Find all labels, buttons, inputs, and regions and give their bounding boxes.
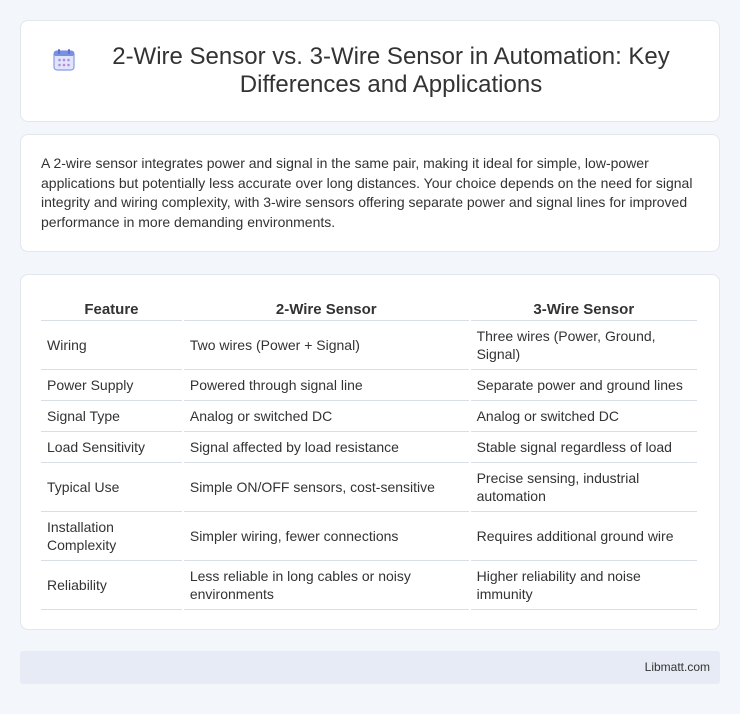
header-2-wire: 2-Wire Sensor — [184, 295, 469, 321]
row-feature: Power Supply — [41, 370, 182, 401]
row-3-wire: Higher reliability and noise immunity — [471, 561, 697, 610]
row-2-wire: Simple ON/OFF sensors, cost-sensitive — [184, 463, 469, 512]
row-feature: Reliability — [41, 561, 182, 610]
row-3-wire: Three wires (Power, Ground, Signal) — [471, 321, 697, 370]
summary-text: A 2-wire sensor integrates power and signal in the same pair, making it ideal for simple, low-power applications but potentially less accurate over long distances. Your choice depends on the need for signal integrity and wiring complexity, with 3-wire sensors offering separate power and signal lines for improved performance in more demanding environments. — [41, 155, 693, 230]
row-2-wire: Analog or switched DC — [184, 401, 469, 432]
row-2-wire: Less reliable in long cables or noisy environments — [184, 561, 469, 610]
comparison-card — [20, 274, 720, 630]
row-2-wire: Simpler wiring, fewer connections — [184, 512, 469, 561]
table-row — [41, 370, 697, 401]
header-3-wire: 3-Wire Sensor — [471, 295, 697, 321]
row-feature: Installation Complexity — [41, 512, 182, 561]
title-wrap — [21, 43, 719, 99]
row-2-wire: Two wires (Power + Signal) — [184, 321, 469, 370]
summary-card — [20, 134, 720, 252]
title-card — [20, 20, 720, 122]
comparison-table — [39, 295, 699, 610]
table-row — [41, 401, 697, 432]
page-title: 2-Wire Sensor vs. 3-Wire Sensor in Automation: Key Differences and Applications — [112, 43, 670, 98]
row-feature: Wiring — [41, 321, 182, 370]
footer-bar — [20, 651, 720, 684]
table-row — [41, 432, 697, 463]
table-header-row — [41, 295, 697, 321]
row-feature: Signal Type — [41, 401, 182, 432]
calendar-icon — [51, 47, 77, 73]
header-feature: Feature — [41, 295, 182, 321]
row-3-wire: Requires additional ground wire — [471, 512, 697, 561]
row-2-wire: Powered through signal line — [184, 370, 469, 401]
row-3-wire: Separate power and ground lines — [471, 370, 697, 401]
row-3-wire: Stable signal regardless of load — [471, 432, 697, 463]
row-feature: Typical Use — [41, 463, 182, 512]
row-3-wire: Precise sensing, industrial automation — [471, 463, 697, 512]
table-row — [41, 463, 697, 512]
row-feature: Load Sensitivity — [41, 432, 182, 463]
table-row — [41, 561, 697, 610]
footer-site-link[interactable]: Libmatt.com — [644, 660, 710, 674]
row-3-wire: Analog or switched DC — [471, 401, 697, 432]
row-2-wire: Signal affected by load resistance — [184, 432, 469, 463]
table-row — [41, 512, 697, 561]
table-row — [41, 321, 697, 370]
